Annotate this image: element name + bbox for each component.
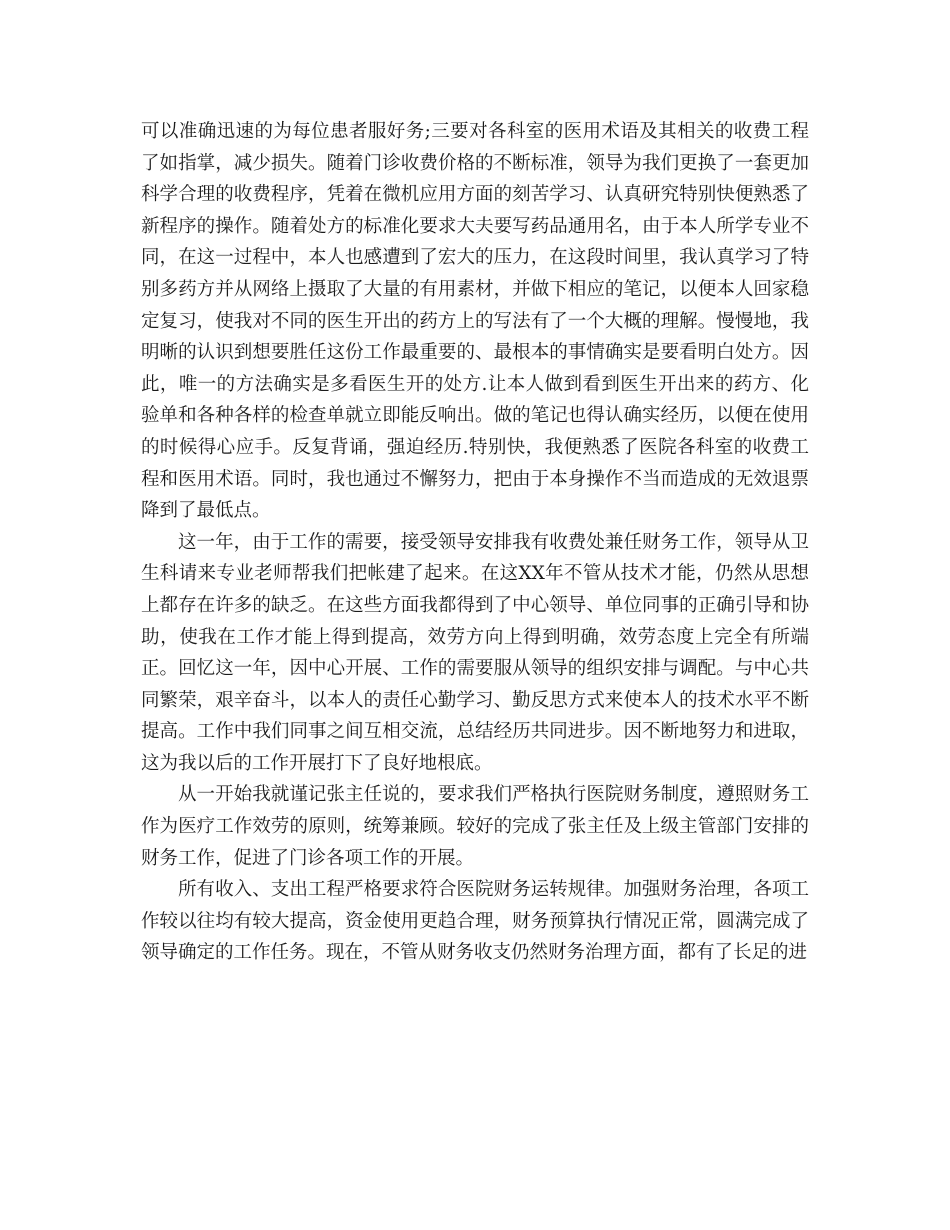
paragraph-4: 所有收入、支出工程严格要求符合医院财务运转规律。加强财务治理，各项工作较以往均有较大提高，资金使用更趋合理，财务预算执行情况正常，圆满完成了领导确定的工作任务。现在，不管从财务收支仍然财务治理方面，都有了长足的进 [141,879,809,964]
paragraph-3: 从一开始我就谨记张主任说的，要求我们严格执行医院财务制度，遵照财务工作为医疗工作效劳的原则，统筹兼顾。较好的完成了张主任及上级主管部门安排的财务工作，促进了门诊各项工作的开展。 [141,784,809,869]
document-body [141,116,809,969]
paragraph-1: 可以准确迅速的为每位患者服好务;三要对各科室的医用术语及其相关的收费工程了如指掌，减少损失。随着门诊收费价格的不断标准，领导为我们更换了一套更加科学合理的收费程序，凭着在微机应用方面的刻苦学习、认真研究特别快便熟悉了新程序的操作。随着处方的标准化要求大夫要写药品通用名，由于本人所学专业不同，在这一过程中，本人也感遭到了宏大的压力，在这段时间里，我认真学习了特别多药方并从网络上摄取了大量的有用素材，并做下相应的笔记，以便本人回家稳定复习，使我对不同的医生开出的药方上的写法有了一个大概的理解。慢慢地，我明晰的认识到想要胜任这份工作最重要的、最根本的事情确实是要看明白处方。因此，唯一的方法确实是多看医生开的处方.让本人做到看到医生开出来的药方、化验单和各种各样的检查单就立即能反响出。做的笔记也得认确实经历，以便在使用的时候得心应手。反复背诵，强迫经历.特别快，我便熟悉了医院各科室的收费工程和医用术语。同时，我也通过不懈努力，把由于本身操作不当而造成的无效退票降到了最低点。 [141,121,809,522]
paragraph-2: 这一年，由于工作的需要，接受领导安排我有收费处兼任财务工作，领导从卫生科请来专业老师帮我们把帐建了起来。在这XX年不管从技术才能，仍然从思想上都存在许多的缺乏。在这些方面我都得到了中心领导、单位同事的正确引导和协助，使我在工作才能上得到提高，效劳方向上得到明确，效劳态度上完全有所端正。回忆这一年，因中心开展、工作的需要服从领导的组织安排与调配。与中心共同繁荣，艰辛奋斗，以本人的责任心勤学习、勤反思方式来使本人的技术水平不断提高。工作中我们同事之间互相交流，总结经历共同进步。因不断地努力和进取，这为我以后的工作开展打下了良好地根底。 [141,531,809,774]
